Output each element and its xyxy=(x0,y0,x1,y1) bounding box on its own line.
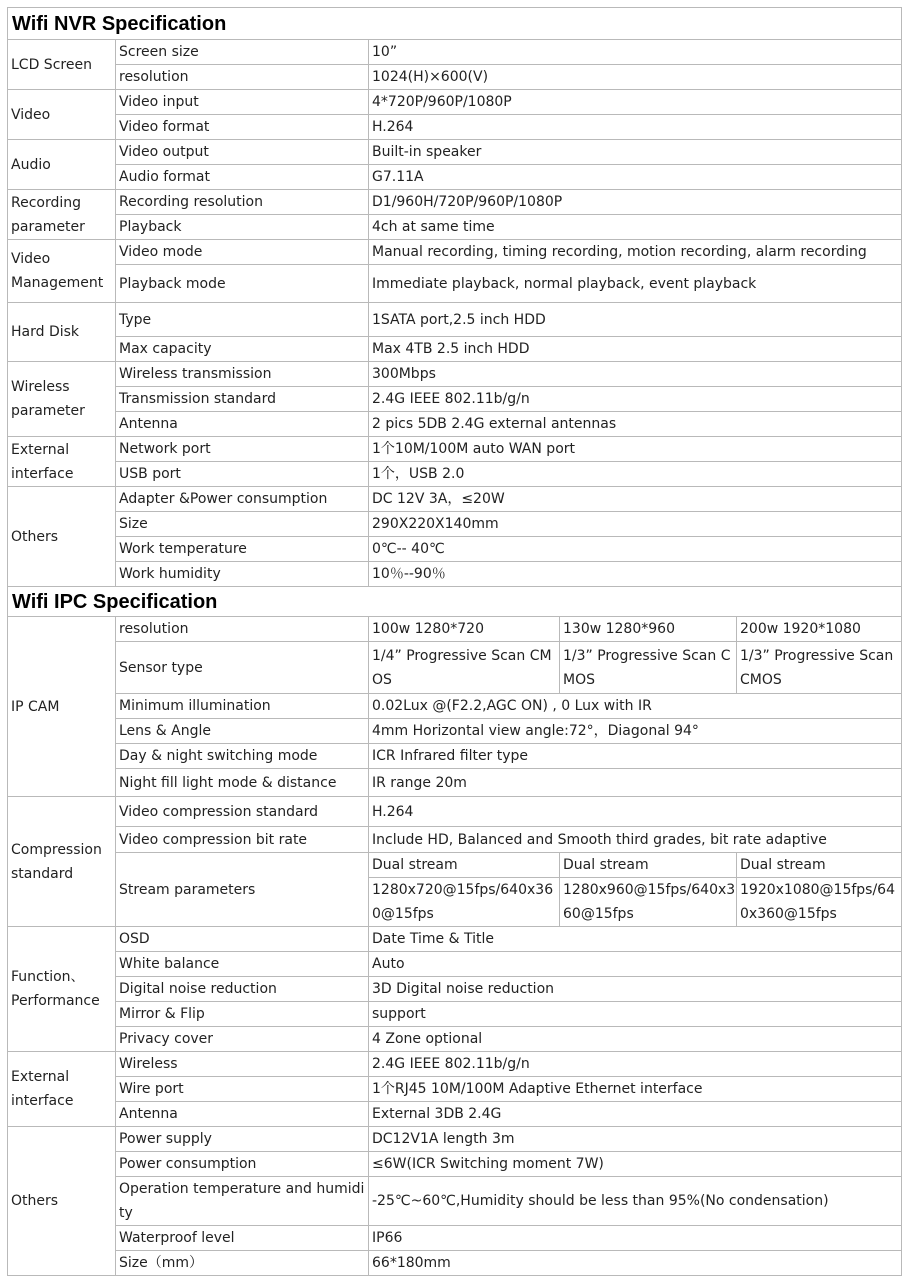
spec-value: D1/960H/720P/960P/1080P xyxy=(369,190,902,215)
spec-value: Auto xyxy=(369,952,902,977)
group-name: External interface xyxy=(8,437,116,487)
spec-label: Recording resolution xyxy=(116,190,369,215)
spec-value: 300Mbps xyxy=(369,362,902,387)
resolution-option: 200w 1920*1080 xyxy=(737,617,902,642)
spec-value: Built-in speaker xyxy=(369,140,902,165)
spec-value: External 3DB 2.4G xyxy=(369,1102,902,1127)
spec-table xyxy=(7,7,902,1276)
stream-value: 1920x1080@15fps/640x360@15fps xyxy=(737,878,902,927)
spec-label: Audio format xyxy=(116,165,369,190)
nvr-section-title: Wifi NVR Specification xyxy=(8,8,902,40)
spec-value: H.264 xyxy=(369,115,902,140)
spec-value: 4mm Horizontal view angle:72°，Diagonal 94° xyxy=(369,719,902,744)
spec-label: OSD xyxy=(116,927,369,952)
spec-value: 4*720P/960P/1080P xyxy=(369,90,902,115)
spec-label: Antenna xyxy=(116,1102,369,1127)
stream-value: 1280x960@15fps/640x360@15fps xyxy=(560,878,737,927)
group-name: Function、Performance xyxy=(8,927,116,1052)
spec-value: 2.4G IEEE 802.11b/g/n xyxy=(369,387,902,412)
spec-value: 0℃-- 40℃ xyxy=(369,537,902,562)
spec-value: 3D Digital noise reduction xyxy=(369,977,902,1002)
group-name: IP CAM xyxy=(8,617,116,797)
spec-label: Adapter &Power consumption xyxy=(116,487,369,512)
spec-label: Screen size xyxy=(116,40,369,65)
spec-label: Wire port xyxy=(116,1077,369,1102)
spec-label: Power consumption xyxy=(116,1152,369,1177)
group-name: Video xyxy=(8,90,116,140)
resolution-option: 100w 1280*720 xyxy=(369,617,560,642)
spec-label: Wireless xyxy=(116,1052,369,1077)
spec-label: Video input xyxy=(116,90,369,115)
spec-value: 290X220X140mm xyxy=(369,512,902,537)
spec-label: Operation temperature and humidity xyxy=(116,1177,369,1226)
spec-value: 1个10M/100M auto WAN port xyxy=(369,437,902,462)
spec-value: 1024(H)×600(V) xyxy=(369,65,902,90)
spec-label: Size（mm） xyxy=(116,1251,369,1276)
group-name: Others xyxy=(8,487,116,587)
spec-value: Max 4TB 2.5 inch HDD xyxy=(369,337,902,362)
spec-label: Work temperature xyxy=(116,537,369,562)
spec-label: Video mode xyxy=(116,240,369,265)
spec-label: Video output xyxy=(116,140,369,165)
stream-head: Dual stream xyxy=(560,853,737,878)
spec-value: Manual recording, timing recording, motion recording, alarm recording xyxy=(369,240,902,265)
spec-value: 4 Zone optional xyxy=(369,1027,902,1052)
group-name: LCD Screen xyxy=(8,40,116,90)
spec-value: 66*180mm xyxy=(369,1251,902,1276)
spec-value: DC 12V 3A，≤20W xyxy=(369,487,902,512)
spec-value: 1个，USB 2.0 xyxy=(369,462,902,487)
spec-label: USB port xyxy=(116,462,369,487)
group-name: Hard Disk xyxy=(8,303,116,362)
spec-value: 1SATA port,2.5 inch HDD xyxy=(369,303,902,337)
spec-label: Playback xyxy=(116,215,369,240)
group-name: Wireless parameter xyxy=(8,362,116,437)
spec-value: support xyxy=(369,1002,902,1027)
spec-label: Type xyxy=(116,303,369,337)
spec-value: Include HD, Balanced and Smooth third grades, bit rate adaptive xyxy=(369,827,902,853)
spec-value: 10％--90％ xyxy=(369,562,902,587)
group-name: Audio xyxy=(8,140,116,190)
spec-label: Power supply xyxy=(116,1127,369,1152)
spec-value: 1个RJ45 10M/100M Adaptive Ethernet interface xyxy=(369,1077,902,1102)
group-name: Video Management xyxy=(8,240,116,303)
spec-label: Sensor type xyxy=(116,642,369,694)
spec-value: 2.4G IEEE 802.11b/g/n xyxy=(369,1052,902,1077)
spec-value: 0.02Lux @(F2.2,AGC ON) , 0 Lux with IR xyxy=(369,694,902,719)
stream-head: Dual stream xyxy=(369,853,560,878)
sensor-option: 1/4” Progressive Scan CMOS xyxy=(369,642,560,694)
spec-label: Transmission standard xyxy=(116,387,369,412)
spec-label: Max capacity xyxy=(116,337,369,362)
spec-value: H.264 xyxy=(369,797,902,827)
spec-label: White balance xyxy=(116,952,369,977)
spec-label: Network port xyxy=(116,437,369,462)
spec-label: Size xyxy=(116,512,369,537)
spec-value: ≤6W(ICR Switching moment 7W) xyxy=(369,1152,902,1177)
spec-value: G7.11A xyxy=(369,165,902,190)
spec-value: IR range 20m xyxy=(369,769,902,797)
spec-label: Minimum illumination xyxy=(116,694,369,719)
spec-label: Digital noise reduction xyxy=(116,977,369,1002)
spec-label: Lens & Angle xyxy=(116,719,369,744)
spec-value: Date Time & Title xyxy=(369,927,902,952)
spec-label: Video compression standard xyxy=(116,797,369,827)
spec-label: resolution xyxy=(116,65,369,90)
spec-label: Privacy cover xyxy=(116,1027,369,1052)
group-name: Others xyxy=(8,1127,116,1276)
spec-value: DC12V1A length 3m xyxy=(369,1127,902,1152)
spec-value: -25℃~60℃,Humidity should be less than 95%(No condensation) xyxy=(369,1177,902,1226)
group-name: Recording parameter xyxy=(8,190,116,240)
spec-label: Night fill light mode & distance xyxy=(116,769,369,797)
ipc-section-title: Wifi IPC Specification xyxy=(8,587,902,617)
spec-value: ICR Infrared filter type xyxy=(369,744,902,769)
spec-label: Work humidity xyxy=(116,562,369,587)
spec-value: IP66 xyxy=(369,1226,902,1251)
stream-value: 1280x720@15fps/640x360@15fps xyxy=(369,878,560,927)
spec-value: 10” xyxy=(369,40,902,65)
spec-label: Video format xyxy=(116,115,369,140)
group-name: Compression standard xyxy=(8,797,116,927)
resolution-option: 130w 1280*960 xyxy=(560,617,737,642)
spec-label: Stream parameters xyxy=(116,853,369,927)
group-name: External interface xyxy=(8,1052,116,1127)
spec-label: Mirror & Flip xyxy=(116,1002,369,1027)
spec-label: Playback mode xyxy=(116,265,369,303)
sensor-option: 1/3” Progressive Scan CMOS xyxy=(560,642,737,694)
stream-head: Dual stream xyxy=(737,853,902,878)
spec-label: Wireless transmission xyxy=(116,362,369,387)
spec-label: Day & night switching mode xyxy=(116,744,369,769)
spec-value: Immediate playback, normal playback, event playback xyxy=(369,265,902,303)
spec-label: Waterproof level xyxy=(116,1226,369,1251)
spec-label: resolution xyxy=(116,617,369,642)
spec-value: 2 pics 5DB 2.4G external antennas xyxy=(369,412,902,437)
spec-label: Antenna xyxy=(116,412,369,437)
spec-value: 4ch at same time xyxy=(369,215,902,240)
spec-label: Video compression bit rate xyxy=(116,827,369,853)
sensor-option: 1/3” Progressive Scan CMOS xyxy=(737,642,902,694)
